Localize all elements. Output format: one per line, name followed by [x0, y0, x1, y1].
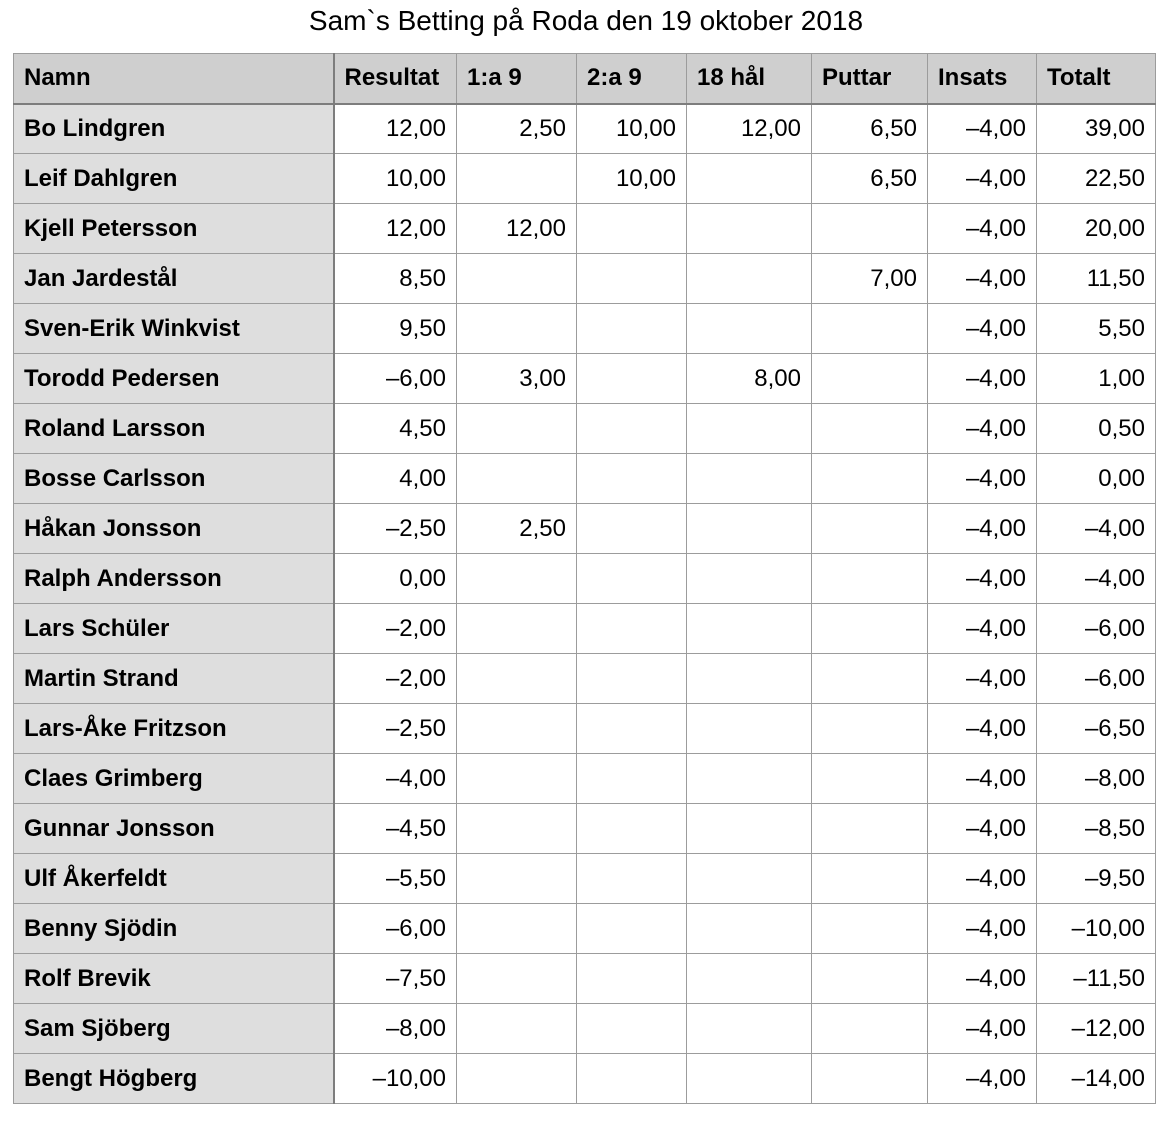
table-row: [14, 504, 1156, 554]
cell-18-hal: 12,00: [687, 104, 812, 154]
cell-first-nine: [457, 404, 577, 454]
cell-18-hal: [687, 1054, 812, 1104]
cell-insats: –4,00: [928, 254, 1037, 304]
cell-puttar: [812, 1004, 928, 1054]
cell-second-nine: [577, 904, 687, 954]
cell-namn: Roland Larsson: [14, 404, 334, 454]
cell-18-hal: [687, 454, 812, 504]
cell-totalt: –11,50: [1037, 954, 1156, 1004]
cell-18-hal: [687, 554, 812, 604]
cell-18-hal: [687, 304, 812, 354]
cell-first-nine: [457, 304, 577, 354]
cell-first-nine: [457, 254, 577, 304]
cell-resultat: 10,00: [334, 154, 457, 204]
cell-first-nine: [457, 904, 577, 954]
cell-insats: –4,00: [928, 604, 1037, 654]
cell-namn: Martin Strand: [14, 654, 334, 704]
cell-resultat: –2,00: [334, 654, 457, 704]
cell-second-nine: [577, 504, 687, 554]
cell-first-nine: 2,50: [457, 104, 577, 154]
cell-puttar: [812, 504, 928, 554]
table-row: [14, 354, 1156, 404]
cell-insats: –4,00: [928, 454, 1037, 504]
cell-namn: Rolf Brevik: [14, 954, 334, 1004]
cell-resultat: –4,50: [334, 804, 457, 854]
cell-second-nine: 10,00: [577, 154, 687, 204]
header-row: [14, 54, 1156, 104]
cell-first-nine: [457, 954, 577, 1004]
cell-puttar: [812, 754, 928, 804]
cell-namn: Ralph Andersson: [14, 554, 334, 604]
cell-resultat: –8,00: [334, 1004, 457, 1054]
cell-totalt: –8,00: [1037, 754, 1156, 804]
table-row: [14, 754, 1156, 804]
cell-resultat: –2,50: [334, 504, 457, 554]
cell-insats: –4,00: [928, 704, 1037, 754]
cell-first-nine: [457, 704, 577, 754]
cell-first-nine: [457, 604, 577, 654]
cell-first-nine: [457, 754, 577, 804]
cell-second-nine: [577, 654, 687, 704]
cell-resultat: 0,00: [334, 554, 457, 604]
cell-first-nine: [457, 654, 577, 704]
cell-first-nine: [457, 1004, 577, 1054]
cell-second-nine: [577, 304, 687, 354]
cell-insats: –4,00: [928, 304, 1037, 354]
table-row: [14, 804, 1156, 854]
sheet-title: Sam`s Betting på Roda den 19 oktober 2018: [308, 5, 864, 36]
cell-resultat: –2,50: [334, 704, 457, 754]
cell-insats: –4,00: [928, 654, 1037, 704]
cell-puttar: [812, 704, 928, 754]
cell-namn: Torodd Pedersen: [14, 354, 334, 404]
cell-puttar: 6,50: [812, 104, 928, 154]
cell-insats: –4,00: [928, 854, 1037, 904]
cell-insats: –4,00: [928, 354, 1037, 404]
cell-second-nine: [577, 1004, 687, 1054]
cell-namn: Ulf Åkerfeldt: [14, 854, 334, 904]
cell-namn: Sven-Erik Winkvist: [14, 304, 334, 354]
cell-insats: –4,00: [928, 1004, 1037, 1054]
cell-second-nine: [577, 704, 687, 754]
cell-first-nine: 3,00: [457, 354, 577, 404]
cell-18-hal: [687, 204, 812, 254]
table-row: [14, 304, 1156, 354]
cell-second-nine: [577, 604, 687, 654]
cell-second-nine: [577, 454, 687, 504]
cell-puttar: [812, 554, 928, 604]
table-row: [14, 404, 1156, 454]
cell-18-hal: [687, 804, 812, 854]
cell-namn: Lars Schüler: [14, 604, 334, 654]
cell-namn: Håkan Jonsson: [14, 504, 334, 554]
cell-insats: –4,00: [928, 504, 1037, 554]
cell-namn: Sam Sjöberg: [14, 1004, 334, 1054]
cell-first-nine: [457, 454, 577, 504]
cell-puttar: 7,00: [812, 254, 928, 304]
table-row: [14, 954, 1156, 1004]
cell-totalt: –12,00: [1037, 1004, 1156, 1054]
cell-insats: –4,00: [928, 904, 1037, 954]
cell-totalt: –8,50: [1037, 804, 1156, 854]
cell-first-nine: [457, 154, 577, 204]
cell-insats: –4,00: [928, 404, 1037, 454]
cell-first-nine: [457, 854, 577, 904]
table-row: [14, 904, 1156, 954]
cell-18-hal: [687, 954, 812, 1004]
cell-first-nine: 2,50: [457, 504, 577, 554]
table-row: [14, 204, 1156, 254]
cell-second-nine: [577, 954, 687, 1004]
table-row: [14, 454, 1156, 504]
cell-insats: –4,00: [928, 1054, 1037, 1104]
cell-resultat: 12,00: [334, 104, 457, 154]
cell-puttar: 6,50: [812, 154, 928, 204]
cell-totalt: –6,50: [1037, 704, 1156, 754]
cell-resultat: 9,50: [334, 304, 457, 354]
cell-puttar: [812, 404, 928, 454]
cell-second-nine: [577, 554, 687, 604]
cell-insats: –4,00: [928, 754, 1037, 804]
table-row: [14, 104, 1156, 154]
cell-insats: –4,00: [928, 954, 1037, 1004]
cell-namn: Benny Sjödin: [14, 904, 334, 954]
cell-namn: Gunnar Jonsson: [14, 804, 334, 854]
cell-puttar: [812, 204, 928, 254]
cell-resultat: 4,50: [334, 404, 457, 454]
cell-insats: –4,00: [928, 804, 1037, 854]
cell-resultat: 8,50: [334, 254, 457, 304]
cell-namn: Bo Lindgren: [14, 104, 334, 154]
cell-insats: –4,00: [928, 554, 1037, 604]
cell-second-nine: [577, 854, 687, 904]
cell-18-hal: [687, 654, 812, 704]
cell-resultat: –10,00: [334, 1054, 457, 1104]
table-row: [14, 254, 1156, 304]
cell-puttar: [812, 454, 928, 504]
cell-resultat: –5,50: [334, 854, 457, 904]
cell-totalt: –6,00: [1037, 654, 1156, 704]
column-header-resultat: Resultat: [334, 54, 457, 104]
cell-puttar: [812, 354, 928, 404]
cell-insats: –4,00: [928, 204, 1037, 254]
column-header-second-nine: 2:a 9: [577, 54, 687, 104]
table-row: [14, 654, 1156, 704]
column-header-totalt: Totalt: [1037, 54, 1156, 104]
table-row: [14, 604, 1156, 654]
cell-namn: Lars-Åke Fritzson: [14, 704, 334, 754]
cell-resultat: –2,00: [334, 604, 457, 654]
cell-second-nine: [577, 804, 687, 854]
cell-second-nine: [577, 754, 687, 804]
cell-totalt: 1,00: [1037, 354, 1156, 404]
cell-totalt: –14,00: [1037, 1054, 1156, 1104]
cell-totalt: –10,00: [1037, 904, 1156, 954]
cell-first-nine: [457, 554, 577, 604]
cell-18-hal: [687, 504, 812, 554]
cell-puttar: [812, 654, 928, 704]
cell-18-hal: [687, 704, 812, 754]
cell-puttar: [812, 604, 928, 654]
cell-first-nine: [457, 804, 577, 854]
table-body: [14, 104, 1156, 1104]
cell-puttar: [812, 904, 928, 954]
cell-second-nine: [577, 254, 687, 304]
cell-18-hal: [687, 754, 812, 804]
cell-namn: Jan Jardestål: [14, 254, 334, 304]
table-row: [14, 704, 1156, 754]
table-row: [14, 854, 1156, 904]
cell-18-hal: [687, 854, 812, 904]
cell-namn: Bengt Högberg: [14, 1054, 334, 1104]
cell-totalt: 5,50: [1037, 304, 1156, 354]
column-header-namn: Namn: [14, 54, 334, 104]
cell-second-nine: [577, 1054, 687, 1104]
cell-totalt: 11,50: [1037, 254, 1156, 304]
cell-18-hal: [687, 604, 812, 654]
cell-resultat: –7,50: [334, 954, 457, 1004]
cell-18-hal: 8,00: [687, 354, 812, 404]
table-row: [14, 554, 1156, 604]
cell-second-nine: [577, 354, 687, 404]
cell-totalt: –4,00: [1037, 554, 1156, 604]
cell-resultat: 4,00: [334, 454, 457, 504]
cell-puttar: [812, 954, 928, 1004]
cell-second-nine: [577, 204, 687, 254]
column-header-insats: Insats: [928, 54, 1037, 104]
cell-totalt: 0,00: [1037, 454, 1156, 504]
cell-18-hal: [687, 1004, 812, 1054]
cell-first-nine: [457, 1054, 577, 1104]
cell-18-hal: [687, 904, 812, 954]
cell-resultat: –4,00: [334, 754, 457, 804]
column-header-18-hal: 18 hål: [687, 54, 812, 104]
cell-puttar: [812, 854, 928, 904]
cell-resultat: 12,00: [334, 204, 457, 254]
cell-second-nine: [577, 404, 687, 454]
cell-totalt: 39,00: [1037, 104, 1156, 154]
betting-table: [13, 53, 1156, 1104]
cell-second-nine: 10,00: [577, 104, 687, 154]
cell-18-hal: [687, 154, 812, 204]
column-header-puttar: Puttar: [812, 54, 928, 104]
cell-puttar: [812, 1054, 928, 1104]
cell-18-hal: [687, 404, 812, 454]
table-row: [14, 1054, 1156, 1104]
cell-puttar: [812, 304, 928, 354]
cell-totalt: –6,00: [1037, 604, 1156, 654]
cell-namn: Kjell Petersson: [14, 204, 334, 254]
table-row: [14, 154, 1156, 204]
cell-resultat: –6,00: [334, 354, 457, 404]
cell-totalt: –4,00: [1037, 504, 1156, 554]
cell-puttar: [812, 804, 928, 854]
cell-totalt: 22,50: [1037, 154, 1156, 204]
cell-totalt: 20,00: [1037, 204, 1156, 254]
cell-totalt: –9,50: [1037, 854, 1156, 904]
cell-totalt: 0,50: [1037, 404, 1156, 454]
column-header-first-nine: 1:a 9: [457, 54, 577, 104]
cell-18-hal: [687, 254, 812, 304]
cell-namn: Claes Grimberg: [14, 754, 334, 804]
cell-first-nine: 12,00: [457, 204, 577, 254]
table-row: [14, 1004, 1156, 1054]
cell-namn: Bosse Carlsson: [14, 454, 334, 504]
cell-insats: –4,00: [928, 154, 1037, 204]
cell-namn: Leif Dahlgren: [14, 154, 334, 204]
cell-resultat: –6,00: [334, 904, 457, 954]
cell-insats: –4,00: [928, 104, 1037, 154]
